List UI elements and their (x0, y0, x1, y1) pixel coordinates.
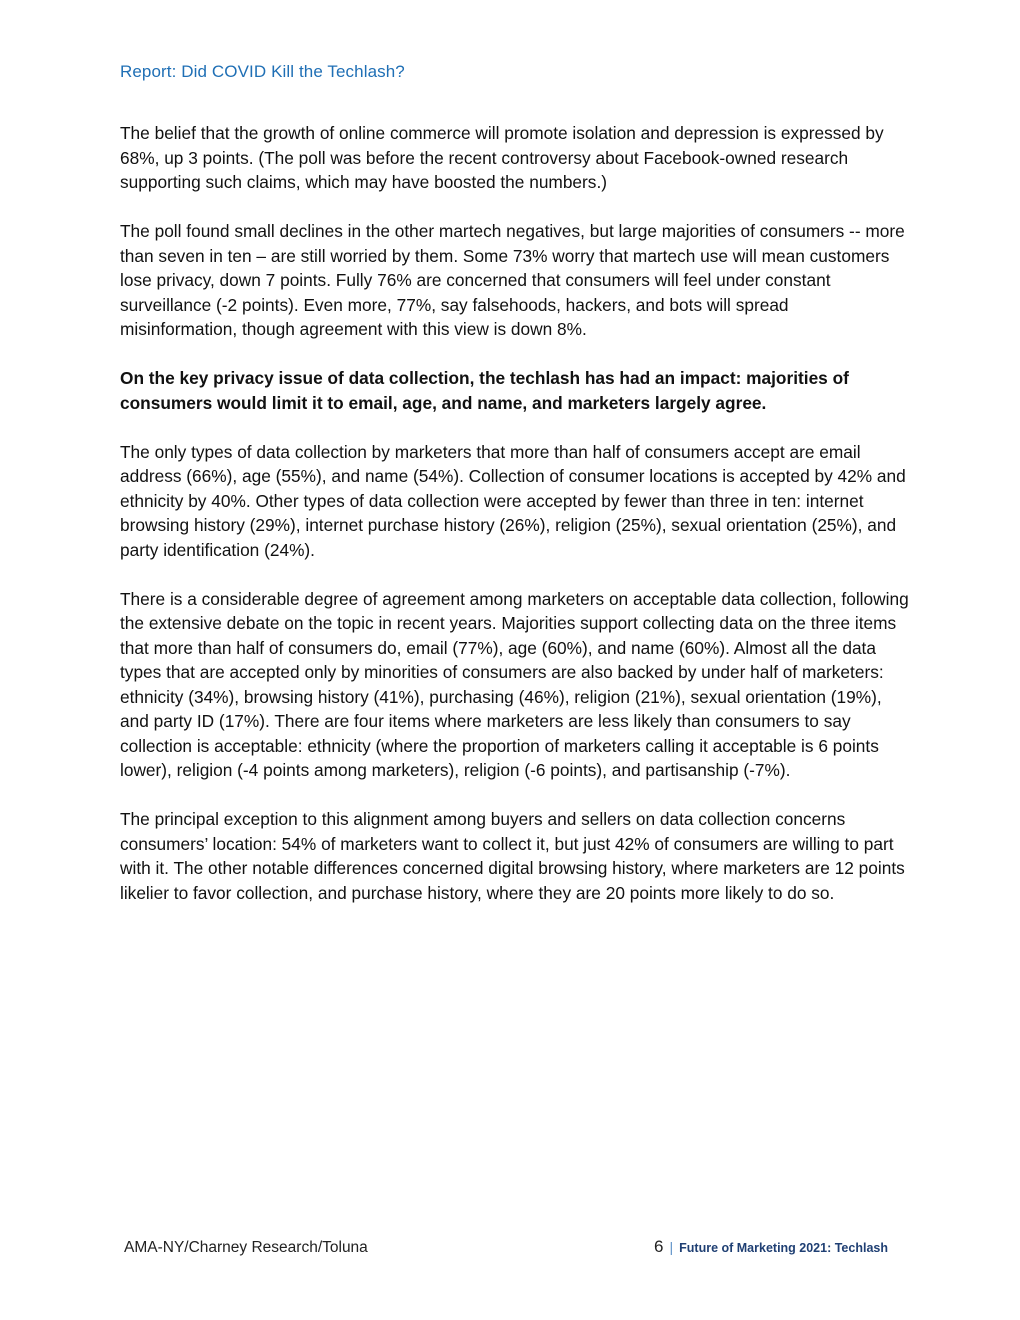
body-text (120, 121, 910, 930)
page-number: 6 (654, 1237, 664, 1256)
footer-page-info (654, 1237, 888, 1257)
footer-organizations: AMA-NY/Charney Research/Toluna (124, 1239, 368, 1256)
paragraph-martech-negatives: The poll found small declines in the other martech negatives, but large majorities of consumers -- more than seven in ten – are still worried by them. Some 73% worry that martech use will mean customers lose privacy, down 7 points. Fully 76% are concerned that consumers will feel under constant surveillance (-2 points). Even more, 77%, say falsehoods, hackers, and bots will spread misinformation, though agreement with this view is down 8%. (120, 221, 905, 339)
paragraph-marketer-agreement: There is a considerable degree of agreement among marketers on acceptable data collection, following the extensive debate on the topic in recent years. Majorities support collecting data on the three items that more than half of consumers do, email (77%), age (60%), and name (60%). Almost all the data types that are accepted only by minorities of consumers are also backed by under half of marketers: ethnicity (34%), browsing history (41%), purchasing (46%), religion (21%), sexual orientation (19%), and party ID (17%). There are four items where marketers are less likely than consumers to say collection is acceptable: ethnicity (where the proportion of marketers calling it acceptable is 6 points lower), religion (-4 points among marketers), religion (-6 points), and partisanship (-7%). (120, 588, 909, 780)
footer-report-name: Future of Marketing 2021: Techlash (679, 1241, 888, 1255)
footer-separator: | (669, 1239, 674, 1255)
paragraph-isolation: The belief that the growth of online commerce will promote isolation and depression is expressed by 68%, up 3 points. (The poll was before the recent controversy about Facebook-owned research supporting such claims, which may have boosted the numbers.) (120, 123, 884, 192)
paragraph-location-exception: The principal exception to this alignment among buyers and sellers on data collection concerns consumers’ location: 54% of marketers want to collect it, but just 42% of consumers are willing to part with it. The other notable differences concerned digital browsing history, where marketers are 12 points likelier to favor collection, and purchase history, where they are 20 points more likely to do so. (120, 809, 905, 903)
report-header-title: Report: Did COVID Kill the Techlash? (120, 62, 405, 81)
paragraph-consumer-data-types: The only types of data collection by marketers that more than half of consumers accept are email address (66%), age (55%), and name (54%). Collection of consumer locations is accepted by 42% and ethnicity by 40%. Other types of data collection were accepted by fewer than three in ten: internet browsing history (29%), internet purchase history (26%), religion (25%), sexual orientation (25%), and party identification (24%). (120, 441, 906, 560)
paragraph-key-finding: On the key privacy issue of data collection, the techlash has had an impact: majorities of consumers would limit it to email, age, and name, and marketers largely agree. (120, 368, 849, 413)
